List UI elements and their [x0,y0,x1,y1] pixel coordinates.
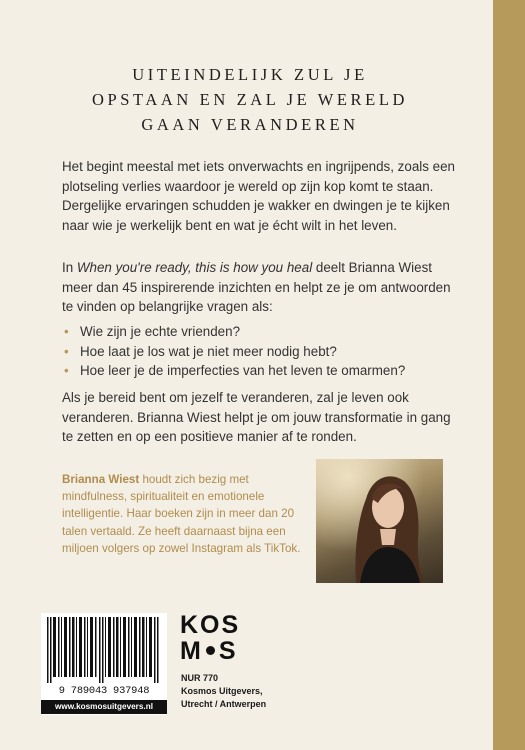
book-title: When you're ready, this is how you heal [76,260,313,275]
bullet-icon: • [64,324,69,339]
heading-line-3: GAAN VERANDEREN [141,115,359,134]
heading-line-2: OPSTAAN EN ZAL JE WERELD [91,90,409,109]
list-item-text: Wie zijn je echte vrienden? [80,324,241,339]
list-item-text: Hoe leer je de imperfecties van het leven te omarmen? [80,363,406,379]
logo-letter-m: M [180,637,203,665]
isbn-number: 9 789043 937948 [58,685,150,697]
author-bio [62,471,302,557]
logo-dot-icon [206,646,215,655]
summary-suffix: deelt Brianna Wiest meer dan 45 inspirerende inzichten en helpt ze je om antwoorden te vinden op belangrijke vragen als: [62,260,451,315]
intro-paragraph: Het begint meestal met iets onverwachts en ingrijpends, zoals een plotseling verlies waardoor je wereld op zijn kop komt te staan. Dergelijke ervaringen schudden je wakker en dwingen je te kijken naar wie je werkelijk bent en wat je écht wilt in het leven. [62,159,456,233]
publisher-url: www.kosmosuitgevers.nl [41,700,167,714]
list-item [62,361,462,381]
barcode-bars [47,617,161,683]
publisher-info [181,672,266,711]
bullet-icon: • [64,363,69,379]
logo-row-1: KOS [180,611,241,639]
author-name: Brianna Wiest [62,473,140,486]
author-bio-text: houdt zich bezig met mindfulness, spiritualiteit en emotionele intelligentie. Haar boeken zijn in meer dan 20 talen vertaald. Ze heeft daarnaast bijna een miljoen volgers op zowel Instagram als TikTok. [62,473,301,555]
list-item [62,322,462,342]
publisher-name: Kosmos Uitgevers, [181,686,263,696]
logo-row-2 [180,638,240,664]
bullet-icon: • [64,343,69,359]
summary-prefix: In [62,260,77,275]
spine-band [493,0,525,750]
publisher-location: Utrecht / Antwerpen [181,699,267,709]
author-portrait-illustration [316,459,443,583]
closing-paragraph: Als je bereid bent om jezelf te veranderen, zal je leven ook veranderen. Brianna Wiest helpt je om jouw transformatie in gang te zetten en op een positieve manier af te ronden. [62,390,451,445]
list-item [62,342,462,362]
author-photo [316,459,443,583]
logo-letter-s: S [218,637,238,665]
kosmos-logo [180,612,240,664]
back-cover-heading [40,62,460,137]
question-list [62,322,462,381]
nur-code: NUR 770 [181,673,219,683]
book-summary-paragraph [62,258,462,317]
list-item-text: Hoe laat je los wat je niet meer nodig hebt? [80,343,337,359]
heading-line-1: UITEINDELIJK ZUL JE [132,65,368,84]
